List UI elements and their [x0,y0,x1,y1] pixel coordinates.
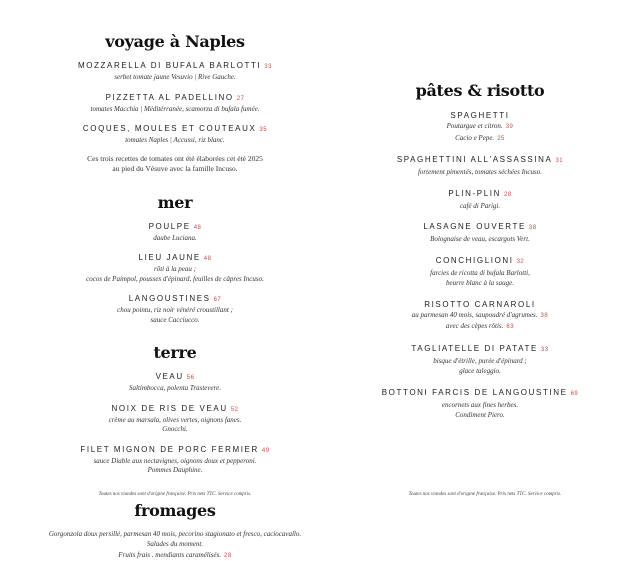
dish-price: 69 [571,391,579,397]
description-text: café di Parigi. [460,202,500,210]
section-title: mer [40,194,310,212]
dish-name-text: COQUES, MOULES ET COUTEAUX [83,124,256,133]
note-line: au pied du Vésuve avec la famille Incuso. [40,164,310,175]
dish-name [40,371,310,384]
menu-item [40,403,310,435]
dish-price: 48 [194,225,202,231]
menu-item [370,188,590,212]
dish-name-text: FILET MIGNON DE PORC FERMIER [80,445,258,454]
menu-item [40,371,310,394]
dish-name-text: TAGLIATELLE DI PATATE [411,344,538,353]
dish-name-text: SPAGHETTINI ALL'ASSASSINA [397,155,553,164]
menu-section [40,194,310,326]
dish-name [40,444,310,457]
description-text: Salades du moment. [147,540,203,548]
dish-description [370,201,590,212]
menu-section [40,33,310,175]
menu-item [370,110,590,144]
section-title: pâtes & risotto [370,82,590,100]
menu-item [40,293,310,325]
description-text: rôti à la peau ; [154,265,196,273]
dish-name [370,343,590,356]
dish-price: 48 [204,256,212,262]
dish-price: 38 [541,313,549,319]
description-text: Cacio e Pepe. [455,134,494,142]
dish-name [40,293,310,306]
dish-description [40,265,310,275]
dish-description [370,121,590,133]
dish-name-text: MOZZARELLA DI BUFALA BARLOTTI [78,61,261,70]
dish-price: 32 [517,259,525,265]
description-text: tomates Naples | Accussi, riz blanc. [125,136,225,144]
dish-name [370,255,590,268]
section-title: terre [40,344,310,362]
dish-name [40,221,310,234]
dish-name [40,60,310,73]
description-text: daube Luciana. [153,234,197,242]
dish-description [370,167,590,178]
dish-description [370,278,590,289]
left-menu-page [40,33,310,561]
dish-description [370,321,590,333]
dish-name [370,110,590,121]
dish-description [370,356,590,367]
dish-description [40,73,310,83]
dish-description [40,416,310,426]
menu-item [40,92,310,115]
section-note [40,154,310,175]
dish-name [40,403,310,416]
description-text: Saltimbocca, polenta Trastevere. [129,384,221,392]
description-text: au parmesan 40 mois, saupoudré d'agrumes. [412,311,538,319]
description-text: sauce Diable aux nectavignes, oignons doux et pepperoni. [94,457,257,465]
dish-description [370,310,590,322]
description-text: Bolognaise de veau, escargots Vert. [430,235,530,243]
dish-description [40,136,310,146]
section-title: fromages [40,502,310,520]
dish-name-text: PLIN-PLIN [448,189,501,198]
note-line: Ces trois recettes de tomates ont été élaborées cet été 2025 [40,154,310,165]
dish-price: 52 [231,407,239,413]
dish-name-text: POULPE [149,222,191,231]
description-text: bisque d'étrille, purée d'épinard ; [433,357,527,365]
menu-item [40,529,310,561]
dish-price: 67 [214,297,222,303]
dish-price: 31 [555,158,563,164]
dish-name-text: RISOTTO CARNAROLI [424,300,536,309]
description-text: Pommes Dauphine. [148,466,203,474]
dish-description [40,550,310,561]
dish-name-text: LASAGNE OUVERTE [423,222,526,231]
dish-name [40,123,310,136]
dish-name-text: LANGOUSTINES [129,294,211,303]
description-text: farcies de ricotta di bufala Barlotti, [430,269,530,277]
dish-description [40,234,310,244]
dish-name-text: BOTTONI FARCIS DE LANGOUSTINE [382,388,568,397]
menu-item [370,299,590,333]
description-text: Condiment Piero. [455,411,505,419]
dish-name [40,252,310,265]
dish-description [40,306,310,316]
description-text: Poutargue et citron. [447,122,503,130]
menu-item [370,221,590,245]
dish-description [40,425,310,435]
section-title: voyage à Naples [40,33,310,51]
right-menu-page [370,82,590,421]
menu-item [40,60,310,83]
dish-price: 28 [504,192,512,198]
description-text: avec des cèpes rôtis. [446,322,504,330]
description-text: Gorgonzola doux persillé, parmesan 40 mois, pecorino stagionato et fresco, caciocavallo. [49,530,301,538]
dish-description [370,410,590,421]
dish-price: 33 [541,347,549,353]
menu-item [40,123,310,146]
dish-name-text: NOIX DE RIS DE VEAU [112,404,228,413]
dish-name [370,188,590,201]
footer-note-right: Toutes nos viandes sont d'origine française. Prix nets TTC. Service compris. [380,492,590,497]
menu-section [40,344,310,476]
menu-section [40,502,310,561]
dish-name-text: LIEU JAUNE [139,253,201,262]
dish-description [40,275,310,285]
menu-section [370,82,590,421]
description-text: cocos de Paimpol, pousses d'épinard, feuilles de câpres Incuso. [86,275,264,283]
dish-name [40,92,310,105]
menu-item [370,387,590,421]
dish-price: 49 [262,448,270,454]
dish-description [370,234,590,245]
menu-item [370,154,590,178]
description-text: encornets aux fines herbes. [442,401,518,409]
dish-description [40,539,310,550]
description-text: tomates Macchia | Méditérranée, scamorza di bufala fumée. [91,105,260,113]
dish-price: 63 [506,324,514,330]
menu-item [40,444,310,476]
dish-name-text: CONCHIGLIONI [436,256,514,265]
dish-description [40,457,310,467]
description-text: sauce Cacciucco. [151,316,200,324]
dish-price: 38 [529,225,537,231]
dish-price: 28 [224,553,232,559]
dish-price: 27 [237,96,245,102]
dish-name-text: PIZZETTA AL PADELLINO [106,93,234,102]
description-text: serbet tomate jaune Vesuvio | Rive Gauche. [114,73,235,81]
footer-note-left: Toutes nos viandes sont d'origine française. Prix nets TTC. Service compris. [70,492,280,497]
menu-item [370,343,590,377]
dish-description [370,400,590,411]
dish-price: 35 [259,127,267,133]
dish-name [370,387,590,400]
dish-price: 56 [187,375,195,381]
dish-description [370,366,590,377]
dish-description [40,105,310,115]
menu-item [40,221,310,244]
dish-name [370,299,590,310]
description-text: glace taleggio. [459,367,501,375]
dish-description [40,316,310,326]
menu-item [370,255,590,289]
dish-name-text: VEAU [156,372,184,381]
dish-name [370,221,590,234]
menu-item [40,252,310,284]
dish-price: 39 [506,124,514,130]
description-text: Fruits frais . mendiants caramélisés. [118,551,221,559]
description-text: beurre blanc à la sauge. [446,279,514,287]
dish-description [40,529,310,540]
dish-price: 33 [264,64,272,70]
description-text: crème au marsala, olives vertes, oignons fanes. [109,416,242,424]
dish-description [370,268,590,279]
dish-price: 25 [497,136,505,142]
dish-description [40,384,310,394]
description-text: Gnocchi. [162,425,187,433]
dish-description [40,466,310,476]
description-text: chou pointu, riz noir vénéré croustillant ; [117,306,233,314]
dish-name [370,154,590,167]
dish-description [370,133,590,145]
dish-name-text: SPAGHETTI [450,111,509,120]
description-text: fortement pimentés, tomates séchées Incuso. [418,168,542,176]
